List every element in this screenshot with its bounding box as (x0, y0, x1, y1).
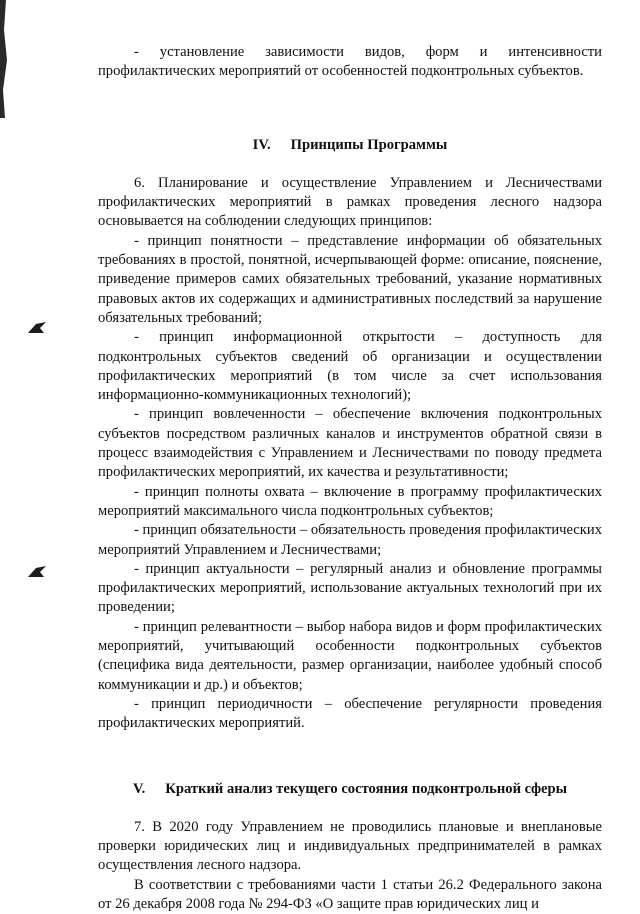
punch-hole-mark (28, 566, 46, 578)
paragraph-7: 7. В 2020 году Управлением не проводились плановые и внеплановые проверки юридических лиц и индивидуальных предпринимателей в рамках осуществления лесного надзора. (98, 818, 602, 874)
principle-clarity: - принцип понятности – представление информации об обязательных требованиях в простой, понятной, исчерпывающей форме: описание, пояснение, приведение примеров самих обязательных требований, указание нормативных правовых актов их содержащих и административных последствий за нарушение обязательных требований; (98, 232, 602, 326)
section-v-heading (98, 780, 602, 799)
paragraph-6: 6. Планирование и осуществление Управлением и Лесничествами профилактических мероприятий в рамках проведения лесного надзора основывается на соблюдении следующих принципов: (98, 174, 602, 230)
principle-obligation: - принцип обязательности – обязательность проведения профилактических мероприятий Управлением и Лесничествами; (98, 522, 602, 558)
scan-edge-artifact (0, 0, 9, 118)
punch-hole-mark (28, 322, 46, 334)
section-iv-number: IV. (252, 136, 271, 153)
principle-relevance: - принцип релевантности – выбор набора видов и форм профилактических мероприятий, учитывающий особенности подконтрольных субъектов (специфика вида деятельности, размер организации, наиболее удобный способ коммуникации и др.) и объектов; (98, 618, 602, 693)
section-iv-title: Принципы Программы (290, 136, 448, 153)
section-v-number: V. (132, 780, 146, 797)
section-iv-body (98, 174, 602, 734)
section-iv-heading (98, 136, 602, 155)
principle-relevance-update: - принцип актуальности – регулярный анализ и обновление программы профилактических мероприятий, использование актуальных технологий при их проведении; (98, 560, 602, 616)
principle-coverage: - принцип полноты охвата – включение в программу профилактических мероприятий максимального числа подконтрольных субъектов; (98, 483, 602, 519)
paragraph-law-reference: В соответствии с требованиями части 1 статьи 26.2 Федерального закона от 26 декабря 2008 года № 294-ФЗ «О защите прав юридических лиц и (98, 876, 602, 912)
text-column (98, 43, 602, 914)
principle-periodicity: - принцип периодичности – обеспечение регулярности проведения профилактических мероприятий. (98, 695, 602, 732)
principle-involvement: - принцип вовлеченности – обеспечение включения подконтрольных субъектов посредством различных каналов и инструментов обратной связи в процесс взаимодействия с Управлением и Лесничествами по поводу предмета профилактических мероприятий, их качества и результативности; (98, 406, 602, 481)
section-v-title: Краткий анализ текущего состояния подконтрольной сферы (165, 780, 568, 797)
principle-openness: - принцип информационной открытости – доступность для подконтрольных субъектов сведений об организации и осуществлении профилактических мероприятий (в том числе за счет использования информационно-коммуникационных технологий); (98, 329, 602, 404)
section-v-body (98, 818, 602, 914)
intro-list-item: - установление зависимости видов, форм и интенсивности профилактических мероприятий от особенностей подконтрольных субъектов. (98, 44, 602, 80)
